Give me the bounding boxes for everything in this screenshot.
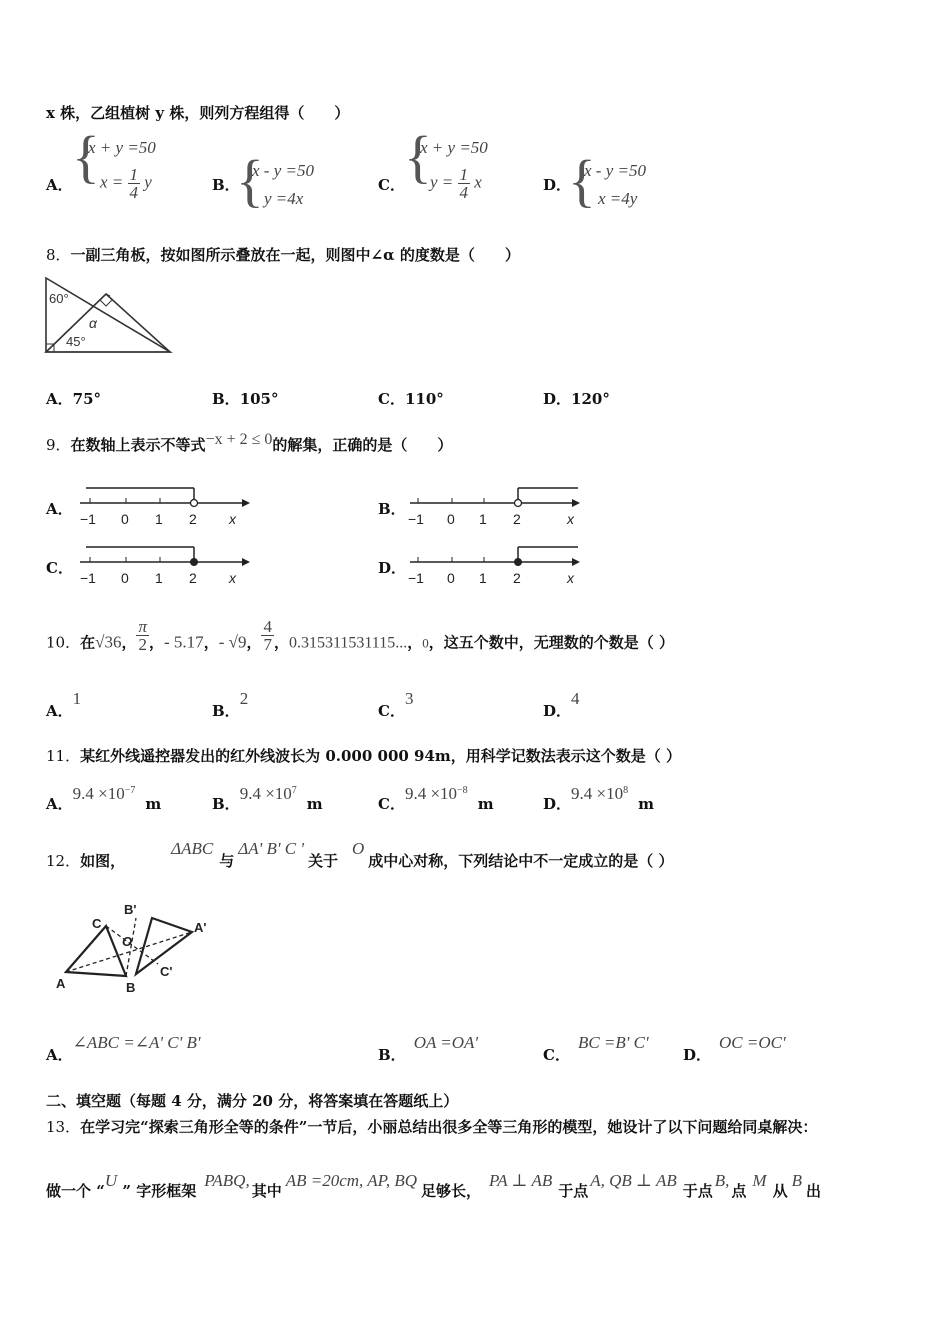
q9-option-a-label: A． bbox=[46, 500, 73, 518]
closed-endpoint bbox=[191, 559, 198, 566]
q8-option-c: C．110° bbox=[378, 390, 444, 408]
angle-60-label: 60° bbox=[49, 291, 69, 306]
q9-number-line-d bbox=[404, 537, 584, 591]
svg-text:O: O bbox=[122, 934, 133, 949]
svg-text:1: 1 bbox=[155, 570, 163, 586]
q8-option-d: D．120° bbox=[543, 390, 610, 408]
q8-option-a: A．75° bbox=[46, 390, 102, 408]
q9-number-line-b bbox=[404, 478, 584, 532]
svg-text:x: x bbox=[567, 511, 574, 527]
q9-option-d-label: D． bbox=[378, 559, 407, 577]
q11-option-a: A．$9.4 \times 10^{-7}m$ bbox=[46, 784, 162, 813]
open-endpoint bbox=[515, 500, 522, 507]
q7-option-d-brace: { bbox=[568, 148, 596, 213]
svg-text:0: 0 bbox=[447, 570, 455, 586]
q7-option-a-brace: { bbox=[72, 124, 100, 189]
q13-stem: 13．在学习完“探索三角形全等的条件”一节后，小丽总结出很多全等三角形的模型，她设计了以下问题给同桌解决： bbox=[46, 1118, 818, 1136]
svg-text:B: B bbox=[126, 980, 136, 995]
q8-triangle-figure bbox=[44, 274, 176, 356]
svg-text:1: 1 bbox=[479, 511, 487, 527]
svg-text:C: C bbox=[92, 916, 102, 931]
q10-option-b: B．2 bbox=[212, 689, 249, 720]
q12-symmetry-figure bbox=[52, 896, 222, 1000]
svg-text:−1: −1 bbox=[80, 570, 96, 586]
q7-option-b-eq2: y =4x bbox=[264, 189, 304, 208]
q7-option-b-brace: { bbox=[236, 148, 264, 213]
q10-option-a: A．1 bbox=[46, 689, 82, 720]
q7-option-a-label: A． bbox=[46, 176, 73, 194]
svg-text:0: 0 bbox=[121, 570, 129, 586]
svg-text:2: 2 bbox=[513, 570, 521, 586]
q12-option-c: C．BC =B' C' bbox=[543, 1033, 649, 1064]
q7-option-a-eq2: x = $\frac{1}{4}$ y bbox=[100, 165, 152, 202]
svg-text:2: 2 bbox=[513, 511, 521, 527]
q10-option-c: C．3 bbox=[378, 689, 414, 720]
svg-text:−1: −1 bbox=[408, 570, 424, 586]
q7-option-d-eq2: x =4y bbox=[598, 189, 638, 208]
section-2-title: 二、填空题（每题 4 分，满分 20 分，将答案填在答题纸上） bbox=[46, 1092, 459, 1110]
q12-option-a: A．∠ABC =∠A' C' B' bbox=[46, 1033, 201, 1064]
q7-option-a-eq1: x + y =50 bbox=[88, 138, 156, 157]
q11-stem: 11．某红外线遥控器发出的红外线波长为 0.000 000 94m，用科学记数法表示这个数是（ ） bbox=[46, 747, 682, 765]
svg-text:2: 2 bbox=[189, 570, 197, 586]
svg-text:0: 0 bbox=[447, 511, 455, 527]
angle-45-label: 45° bbox=[66, 334, 86, 349]
open-endpoint bbox=[191, 500, 198, 507]
closed-endpoint bbox=[515, 559, 522, 566]
q13-line-2: 做一个 “U ” 字形框架PABQ,其中AB =20cm, AP, BQ足够长，PA ⊥ AB于点A, QB ⊥ AB于点B,点M从B出 bbox=[46, 1171, 821, 1200]
triangle-30-60 bbox=[46, 278, 170, 352]
q8-stem: 8．一副三角板，按如图所示叠放在一起，则图中∠α 的度数是（ ） bbox=[46, 246, 520, 264]
svg-text:B': B' bbox=[124, 902, 137, 917]
svg-text:x: x bbox=[567, 570, 574, 586]
q9-stem: 9．在数轴上表示不等式−x + 2 ≤ 0的解集，正确的是（ ） bbox=[46, 431, 453, 454]
svg-text:x: x bbox=[229, 570, 236, 586]
right-angle-mark-top bbox=[100, 300, 112, 306]
svg-text:1: 1 bbox=[155, 511, 163, 527]
q11-option-c: C．$9.4 \times 10^{-8}m$ bbox=[378, 784, 494, 813]
q7-option-c-label: C． bbox=[378, 176, 405, 194]
q9-number-line-c bbox=[74, 537, 254, 591]
svg-text:A': A' bbox=[194, 920, 207, 935]
q9-option-b-label: B． bbox=[378, 500, 406, 518]
q7-option-c-eq2: y = $\frac{1}{4}$ x bbox=[430, 165, 482, 202]
q7-option-c-eq1: x + y =50 bbox=[420, 138, 488, 157]
q7-option-c-brace: { bbox=[404, 124, 432, 189]
q7-stem: x 株，乙组植树 y 株，则列方程组得（ ） bbox=[46, 104, 350, 122]
svg-text:1: 1 bbox=[479, 570, 487, 586]
q9-option-c-label: C． bbox=[46, 559, 73, 577]
q9-number-line-a bbox=[74, 478, 254, 532]
q11-option-d: D．$9.4 \times 10^8m$ bbox=[543, 784, 654, 813]
q7-option-b-eq1: x - y =50 bbox=[252, 161, 314, 180]
q7-option-b-label: B． bbox=[212, 176, 240, 194]
q7-option-d-label: D． bbox=[543, 176, 572, 194]
q12-option-b: B．OA =OA' bbox=[378, 1033, 479, 1064]
q10-stem: 10．在√36， $\frac{\pi}{2}$ ，- 5.17，- √9， $\frac{4}{7}$ ，0.315311531115...，0，这五个数中，无理数的个数是（ ） bbox=[46, 617, 674, 654]
q12-stem: 12．如图，ΔABC与ΔA' B' C '关于O成中心对称，下列结论中不一定成立的是（ ） bbox=[46, 839, 674, 870]
q8-option-b: B．105° bbox=[212, 390, 279, 408]
svg-text:2: 2 bbox=[189, 511, 197, 527]
q10-option-d: D．4 bbox=[543, 689, 580, 720]
alpha-label: α bbox=[89, 315, 97, 331]
svg-text:x: x bbox=[229, 511, 236, 527]
svg-text:−1: −1 bbox=[408, 511, 424, 527]
svg-text:0: 0 bbox=[121, 511, 129, 527]
svg-text:A: A bbox=[56, 976, 66, 991]
svg-text:−1: −1 bbox=[80, 511, 96, 527]
q7-option-d-eq1: x - y =50 bbox=[584, 161, 646, 180]
q11-option-b: B．$9.4 \times 10^7m$ bbox=[212, 784, 323, 813]
q12-option-d: D．OC =OC' bbox=[683, 1033, 786, 1064]
svg-text:C': C' bbox=[160, 964, 173, 979]
